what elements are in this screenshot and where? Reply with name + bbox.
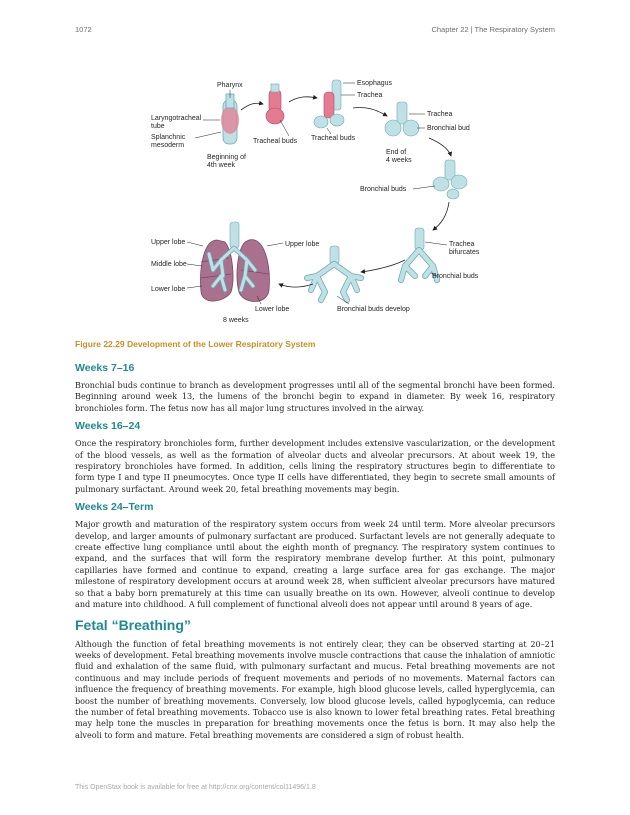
label-lower-lobe-left: Lower lobe	[151, 286, 186, 293]
stage-8-weeks-lungs	[187, 222, 283, 304]
label-tube: tube	[151, 123, 165, 130]
label-4th-week: 4th week	[207, 162, 236, 169]
heading-weeks-7-16: Weeks 7–16	[75, 362, 135, 374]
section-title-fetal-breathing: Fetal “Breathing”	[75, 616, 191, 633]
label-end-of: End of	[386, 149, 407, 156]
figure-diagram	[75, 70, 555, 332]
label-mesoderm: mesoderm	[151, 142, 185, 149]
label-bronchial-buds-2: Bronchial buds	[432, 273, 479, 280]
label-4-weeks: 4 weeks	[386, 157, 412, 164]
label-trachea-2: Trachea	[427, 111, 453, 118]
paragraph-fetal-breathing: Although the function of fetal breathing movements is not entirely clear, they can be observed starting at 20–21 weeks of development. Fetal breathing movements involve muscle contractions that cause the inhalation of amniotic fluid and exhalation of the same fluid, with pulmonary surfactant and mucus. Fetal breathing movements are not continuous and may include periods of frequent movements and periods of no movements. Maternal factors can influence the frequency of breathing movements. For example, high blood glucose levels, called hyperglycemia, can boost the number of breathing movements. Conversely, low blood glucose levels, called hypoglycemia, can reduce the number of fetal breathing movements. Tobacco use is also known to lower fetal breathing rates. Fetal breathing may help tone the muscles in preparation for breathing movements once the fetus is born. It may also help the alveoli to form and mature. Fetal breathing movements are considered a sign of robust health.	[75, 638, 555, 740]
label-splanchnic: Splanchnic	[151, 134, 186, 141]
paragraph-weeks-7-16: Bronchial buds continue to branch as development progresses until all of the segmental bronchi have been formed. Beginning around week 13, the lumens of the bronchi begin to expand in diameter. By week 16, respiratory bronchioles form. The fetus now has all major lung structures involved in the airway.	[75, 380, 555, 413]
stage-bronchial-buds-develop	[307, 246, 361, 304]
label-tracheal-buds-1: Tracheal buds	[253, 138, 298, 145]
label-bronchial-buds-1: Bronchial buds	[360, 186, 407, 193]
paragraph-weeks-16-24: Once the respiratory bronchioles form, further development includes extensive vascularization, or the development of the blood vessels, as well as the formation of alveolar ducts and alveolar precursors. At about week 19, the respiratory bronchioles have formed. In addition, cells lining the respiratory structures begin to differentiate to form type I and type II pneumocytes. Once type II cells have differentiated, they begin to secrete small amounts of pulmonary surfactant. Around week 20, fetal breathing movements may begin.	[75, 438, 555, 494]
label-laryngotracheal: Laryngotracheal	[151, 115, 202, 122]
label-8-weeks: 8 weeks	[223, 317, 249, 324]
progression-arrows	[241, 97, 451, 287]
label-esophagus: Esophagus	[357, 80, 393, 87]
label-bifurcates: bifurcates	[449, 249, 480, 256]
stage-week4-beginning	[195, 90, 239, 144]
lung-development-figure	[75, 70, 555, 332]
paragraph-weeks-24-term: Major growth and maturation of the respiratory system occurs from week 24 until term. More alveolar precursors develop, and larger amounts of pulmonary surfactant are produced. Surfactant levels are not generally adequate to create effective lung compliance until about the eighth month of pregnancy. The respiratory system continues to expand, and the surfaces that will form the respiratory membrane develop further. At this point, pulmonary capillaries have formed and continue to expand, creating a large surface area for gas exchange. The major milestone of respiratory development occurs at around week 28, when sufficient alveolar precursors have matured so that a baby born prematurely at this time can usually breathe on its own. However, alveoli continue to develop and mature into childhood. A full complement of functional alveoli does not appear until around 8 years of age.	[75, 519, 555, 610]
stage-week4-end	[385, 102, 425, 136]
stage-bronchial-buds	[413, 160, 467, 199]
heading-weeks-16-24: Weeks 16–24	[75, 420, 141, 433]
stage-esophagus-trachea	[314, 80, 355, 134]
label-trachea-1: Trachea	[357, 92, 383, 99]
label-lower-lobe-bottom: Lower lobe	[255, 306, 290, 313]
chapter-title: Chapter 22 | The Respiratory System	[431, 25, 555, 34]
label-bronchial-bud: Bronchial bud	[427, 125, 470, 132]
label-middle-lobe: Middle lobe	[151, 261, 187, 268]
label-pharynx: Pharynx	[217, 82, 243, 89]
label-upper-lobe-right: Upper lobe	[285, 241, 320, 248]
article-body	[75, 362, 555, 747]
label-tracheal-buds-2: Tracheal buds	[311, 135, 356, 142]
page-footer: This OpenStax book is available for free at http://cnx.org/content/col11496/1.8	[75, 784, 316, 791]
label-trachea-3: Trachea	[449, 241, 475, 248]
page-header	[75, 25, 555, 37]
page-number: 1072	[75, 25, 92, 34]
figure-caption: Figure 22.29 Development of the Lower Respiratory System	[75, 339, 316, 349]
stage-tracheal-buds	[266, 84, 289, 136]
label-bronchial-buds-develop: Bronchial buds develop	[337, 306, 410, 313]
heading-weeks-24-term: Weeks 24–Term	[75, 501, 154, 514]
label-upper-lobe-left: Upper lobe	[151, 239, 186, 246]
label-beginning-of: Beginning of	[207, 154, 246, 161]
